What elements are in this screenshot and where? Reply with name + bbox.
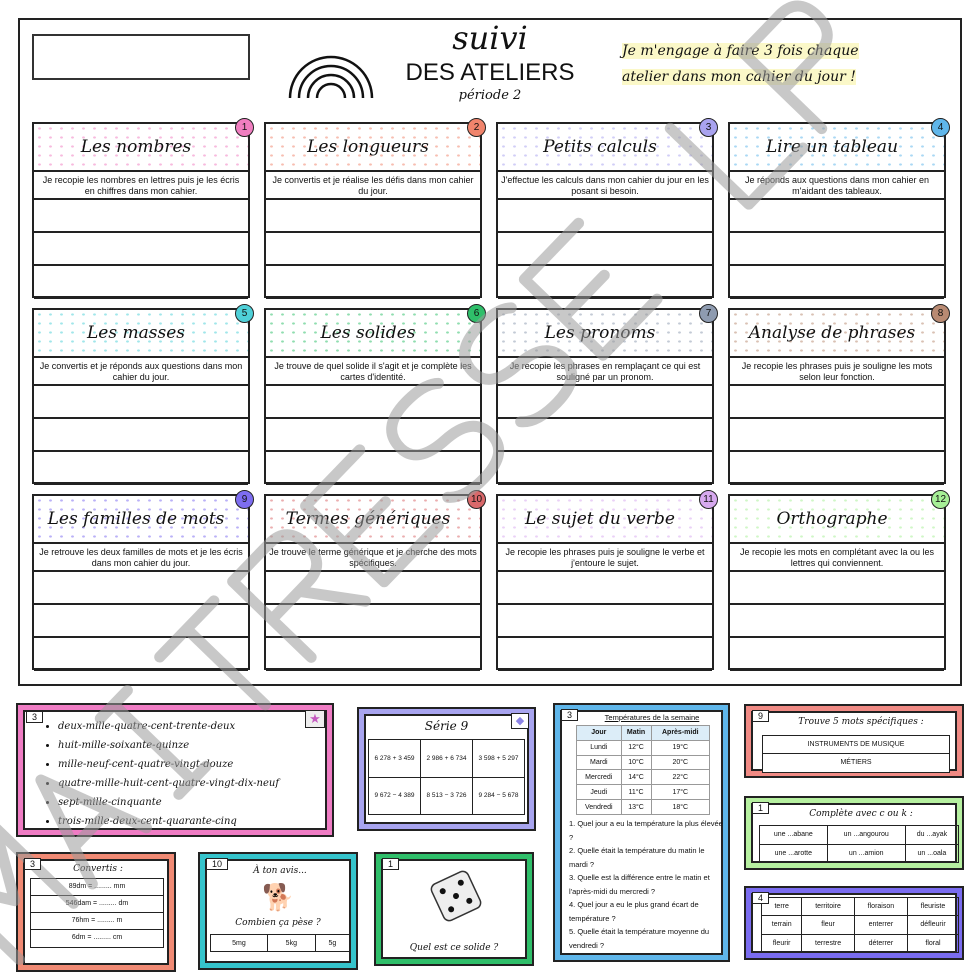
tracking-row[interactable] [34, 266, 248, 299]
atelier-card [32, 494, 250, 670]
atelier-card [496, 122, 714, 298]
table-cell: enterrer [854, 916, 907, 934]
atelier-card [32, 122, 250, 298]
tracking-row[interactable] [730, 386, 944, 419]
question-item: 1. Quel jour a eu la température la plus élevée ? [569, 819, 723, 842]
list-item: • trois-mille-deux-cent-quarante-cinq [58, 812, 279, 831]
tracking-row[interactable] [730, 452, 944, 485]
table-cell: floraison [854, 898, 907, 916]
tracking-row[interactable] [266, 605, 480, 638]
atelier-title: Orthographe [730, 496, 944, 544]
table-cell: Mardi [577, 755, 622, 770]
atelier-title: Les nombres [34, 124, 248, 172]
category-row: INSTRUMENTS DE MUSIQUE [763, 736, 949, 754]
tracking-row[interactable] [498, 605, 712, 638]
atelier-card [496, 308, 714, 484]
card-tag: 10 [206, 858, 228, 870]
tracking-row[interactable] [498, 200, 712, 233]
atelier-description: Je convertis et je réponds aux questions dans mon cahier du jour. [34, 358, 248, 386]
table-cell: fleur [802, 916, 854, 934]
table-cell: Jeudi [577, 785, 622, 800]
card-tag: 3 [24, 858, 41, 870]
number-list [58, 717, 279, 831]
name-field[interactable] [32, 34, 250, 80]
table-cell: 12°C [621, 740, 651, 755]
atelier-number-badge: 3 [699, 118, 718, 137]
options-table [210, 934, 350, 952]
atelier-title: Le sujet du verbe [498, 496, 712, 544]
table-cell: fleurir [762, 934, 802, 952]
tracking-row[interactable] [266, 386, 480, 419]
sample-card-nombres [16, 703, 334, 837]
table-cell: 22°C [651, 770, 709, 785]
table-cell: fleuriste [908, 898, 959, 916]
atelier-card [264, 494, 482, 670]
atelier-description: Je recopie les nombres en lettres puis je les écris en chiffres dans mon cahier. [34, 172, 248, 200]
card-line: À ton avis... [253, 866, 307, 876]
tracking-row[interactable] [34, 200, 248, 233]
tracking-row[interactable] [266, 572, 480, 605]
table-cell: 3 598 + 5 297 [473, 740, 525, 778]
atelier-number-badge: 2 [467, 118, 486, 137]
tracking-row[interactable] [34, 386, 248, 419]
tracking-row[interactable] [498, 419, 712, 452]
tracking-row[interactable] [498, 266, 712, 299]
card-tag: 4 [752, 892, 769, 904]
tracking-row[interactable] [498, 638, 712, 671]
series-title: Série 9 [424, 719, 469, 733]
atelier-title: Les familles de mots [34, 496, 248, 544]
conversion-row: 546dam = ......... dm [31, 896, 163, 913]
star-icon: ★ [305, 710, 325, 728]
atelier-title: Les pronoms [498, 310, 712, 358]
atelier-number-badge: 5 [235, 304, 254, 323]
diamond-icon: ◆ [511, 713, 529, 729]
atelier-title: Lire un tableau [730, 124, 944, 172]
tracking-row[interactable] [34, 605, 248, 638]
atelier-card [496, 494, 714, 670]
sample-card-masses [198, 852, 358, 970]
tracking-row[interactable] [730, 638, 944, 671]
table-header-row [577, 726, 710, 741]
tracking-row[interactable] [266, 200, 480, 233]
period-label: période 2 [458, 88, 522, 103]
atelier-card [32, 308, 250, 484]
tracking-row[interactable] [730, 233, 944, 266]
title-main: DES ATELIERS [405, 59, 575, 86]
table-row [577, 770, 710, 785]
sample-card-solides [374, 852, 534, 966]
ortho-table [759, 825, 959, 863]
dog-icon: 🐕 [262, 882, 295, 912]
table-row [577, 740, 710, 755]
table-cell: 17°C [651, 785, 709, 800]
atelier-title: Termes génériques [266, 496, 480, 544]
table-cell: 6 278 + 3 459 [369, 740, 421, 778]
atelier-number-badge: 11 [699, 490, 718, 509]
table-cell: 13°C [621, 800, 651, 815]
conversion-row: 76hm = ......... m [31, 913, 163, 930]
list-item: • mille-neuf-cent-quatre-vingt-douze [58, 755, 279, 774]
question-item: 2. Quelle était la température du matin le mardi ? [569, 846, 705, 869]
pledge-text [622, 38, 952, 90]
tracking-row[interactable] [730, 200, 944, 233]
tracking-row[interactable] [498, 452, 712, 485]
atelier-description: Je recopie les phrases puis je souligne les mots selon leur fonction. [730, 358, 944, 386]
column-header: Après-midi [651, 726, 709, 741]
pledge-line: Je m'engage à faire 3 fois chaque [622, 43, 859, 59]
list-item: • sept-mille-cinquante [58, 793, 279, 812]
list-item: • huit-mille-soixante-quinze [58, 736, 279, 755]
card-tag: 1 [752, 802, 769, 814]
table-cell: une ...abane [760, 826, 828, 845]
atelier-card [264, 122, 482, 298]
card-tag: 3 [561, 709, 578, 721]
atelier-description: Je recopie les phrases en remplaçant ce qui est souligné par un pronom. [498, 358, 712, 386]
table-row [577, 785, 710, 800]
atelier-description: Je convertis et je réalise les défis dans mon cahier du jour. [266, 172, 480, 200]
sample-card-longueurs [16, 852, 176, 972]
atelier-description: J'effectue les calculs dans mon cahier du jour en les posant si besoin. [498, 172, 712, 200]
table-cell: 20°C [651, 755, 709, 770]
atelier-title: Les solides [266, 310, 480, 358]
table-cell: Vendredi [577, 800, 622, 815]
table-cell: 8 513 − 3 726 [421, 777, 473, 815]
atelier-card [728, 494, 946, 670]
table-cell: Lundi [577, 740, 622, 755]
list-item: • deux-mille-quatre-cent-trente-deux [58, 717, 279, 736]
tracking-row[interactable] [266, 419, 480, 452]
atelier-number-badge: 4 [931, 118, 950, 137]
card-tag: 1 [382, 858, 399, 870]
category-box [762, 735, 950, 773]
atelier-card [264, 308, 482, 484]
table-cell: un ...oala [905, 844, 958, 863]
question-list [569, 817, 725, 952]
atelier-number-badge: 9 [235, 490, 254, 509]
sample-card-generiques [744, 704, 964, 778]
table-cell: territoire [802, 898, 854, 916]
atelier-description: Je recopie les mots en complétant avec la ou les lettres qui conviennent. [730, 544, 944, 572]
option-cell: 5g [315, 935, 349, 952]
tracking-row[interactable] [34, 572, 248, 605]
card-title: Complète avec c ou k : [809, 809, 913, 819]
table-cell: terre [762, 898, 802, 916]
column-header: Jour [577, 726, 622, 741]
title-script: suivi [452, 19, 528, 57]
tracking-row[interactable] [34, 419, 248, 452]
conversion-row: 6dm = ......... cm [71, 934, 123, 941]
atelier-number-badge: 10 [467, 490, 486, 509]
table-row [762, 934, 959, 952]
card-line: Combien ça pèse ? [235, 918, 321, 928]
atelier-title: Petits calculs [498, 124, 712, 172]
table-cell: une ...arotte [760, 844, 828, 863]
tracking-row[interactable] [730, 419, 944, 452]
word-table [761, 897, 959, 953]
atelier-number-badge: 6 [467, 304, 486, 323]
atelier-title: Analyse de phrases [730, 310, 944, 358]
tracking-row[interactable] [266, 233, 480, 266]
table-title: Températures de la semaine [604, 713, 700, 722]
category-row: MÉTIERS [840, 759, 872, 766]
option-cell: 5kg [267, 935, 315, 952]
option-cell: 5mg [211, 935, 268, 952]
pledge-line: atelier dans mon cahier du jour ! [622, 69, 856, 85]
tracking-row[interactable] [730, 605, 944, 638]
table-cell: 14°C [621, 770, 651, 785]
temperature-table [576, 725, 710, 815]
table-cell: 9 672 − 4 389 [369, 777, 421, 815]
table-cell: floral [908, 934, 959, 952]
sample-card-ortho [744, 796, 964, 870]
table-row [577, 755, 710, 770]
table-cell: défleurir [908, 916, 959, 934]
table-cell: 9 284 − 5 678 [473, 777, 525, 815]
sample-card-tableau [553, 703, 730, 962]
column-header: Matin [621, 726, 651, 741]
table-cell: 2 986 + 6 734 [421, 740, 473, 778]
question-item: 5. Quelle était la température moyenne du vendredi ? [569, 927, 710, 950]
tracking-row[interactable] [266, 452, 480, 485]
table-row [369, 740, 525, 778]
tracking-row[interactable] [730, 572, 944, 605]
table-cell: un ...amion [827, 844, 905, 863]
conversion-box [30, 878, 164, 948]
dice-icon [428, 868, 484, 924]
table-row [211, 935, 350, 952]
table-cell: un ...angourou [827, 826, 905, 845]
atelier-description: Je recopie les phrases puis je souligne le verbe et j'entoure le sujet. [498, 544, 712, 572]
atelier-description: Je retrouve les deux familles de mots et je les écris dans mon cahier du jour. [34, 544, 248, 572]
calc-table [368, 739, 525, 815]
tracking-row[interactable] [266, 638, 480, 671]
table-row [762, 898, 959, 916]
table-cell: Mercredi [577, 770, 622, 785]
table-row [760, 826, 959, 845]
atelier-description: Je réponds aux questions dans mon cahier en m'aidant des tableaux. [730, 172, 944, 200]
question-item: 4. Quel jour a eu le plus grand écart de température ? [569, 900, 699, 923]
table-cell: 19°C [651, 740, 709, 755]
table-cell: déterrer [854, 934, 907, 952]
tracking-row[interactable] [34, 233, 248, 266]
tracking-row[interactable] [34, 638, 248, 671]
atelier-number-badge: 7 [699, 304, 718, 323]
question-item: 3. Quelle est la différence entre le matin et l'après-midi du mercredi ? [569, 873, 710, 896]
card-title: Convertis : [73, 864, 123, 874]
atelier-number-badge: 8 [931, 304, 950, 323]
table-row [369, 777, 525, 815]
atelier-description: Je trouve de quel solide il s'agit et je complète les cartes d'identité. [266, 358, 480, 386]
tracking-row[interactable] [498, 233, 712, 266]
atelier-number-badge: 12 [931, 490, 950, 509]
sample-card-calculs [357, 707, 536, 831]
card-title: Trouve 5 mots spécifiques : [798, 717, 924, 727]
table-row [762, 916, 959, 934]
tracking-row[interactable] [498, 386, 712, 419]
card-tag: 3 [26, 711, 43, 723]
atelier-card [728, 122, 946, 298]
table-cell: terrain [762, 916, 802, 934]
conversion-row: 89dm = ......... mm [31, 879, 163, 896]
table-row [577, 800, 710, 815]
tracking-row[interactable] [266, 266, 480, 299]
table-cell: 11°C [621, 785, 651, 800]
table-row [760, 844, 959, 863]
list-item: • quatre-mille-huit-cent-quatre-vingt-dix-neuf [58, 774, 279, 793]
atelier-card [728, 308, 946, 484]
tracking-row[interactable] [730, 266, 944, 299]
atelier-description: Je trouve le terme générique et je cherche des mots spécifiques. [266, 544, 480, 572]
atelier-number-badge: 1 [235, 118, 254, 137]
table-cell: 18°C [651, 800, 709, 815]
table-cell: du ...ayak [905, 826, 958, 845]
tracking-row[interactable] [34, 452, 248, 485]
rainbow-icon [286, 40, 376, 100]
tracking-row[interactable] [498, 572, 712, 605]
sample-card-familles [744, 886, 964, 960]
card-question: Quel est ce solide ? [409, 943, 499, 953]
card-tag: 9 [752, 710, 769, 722]
table-cell: terrestre [802, 934, 854, 952]
atelier-title: Les longueurs [266, 124, 480, 172]
table-cell: 10°C [621, 755, 651, 770]
atelier-title: Les masses [34, 310, 248, 358]
